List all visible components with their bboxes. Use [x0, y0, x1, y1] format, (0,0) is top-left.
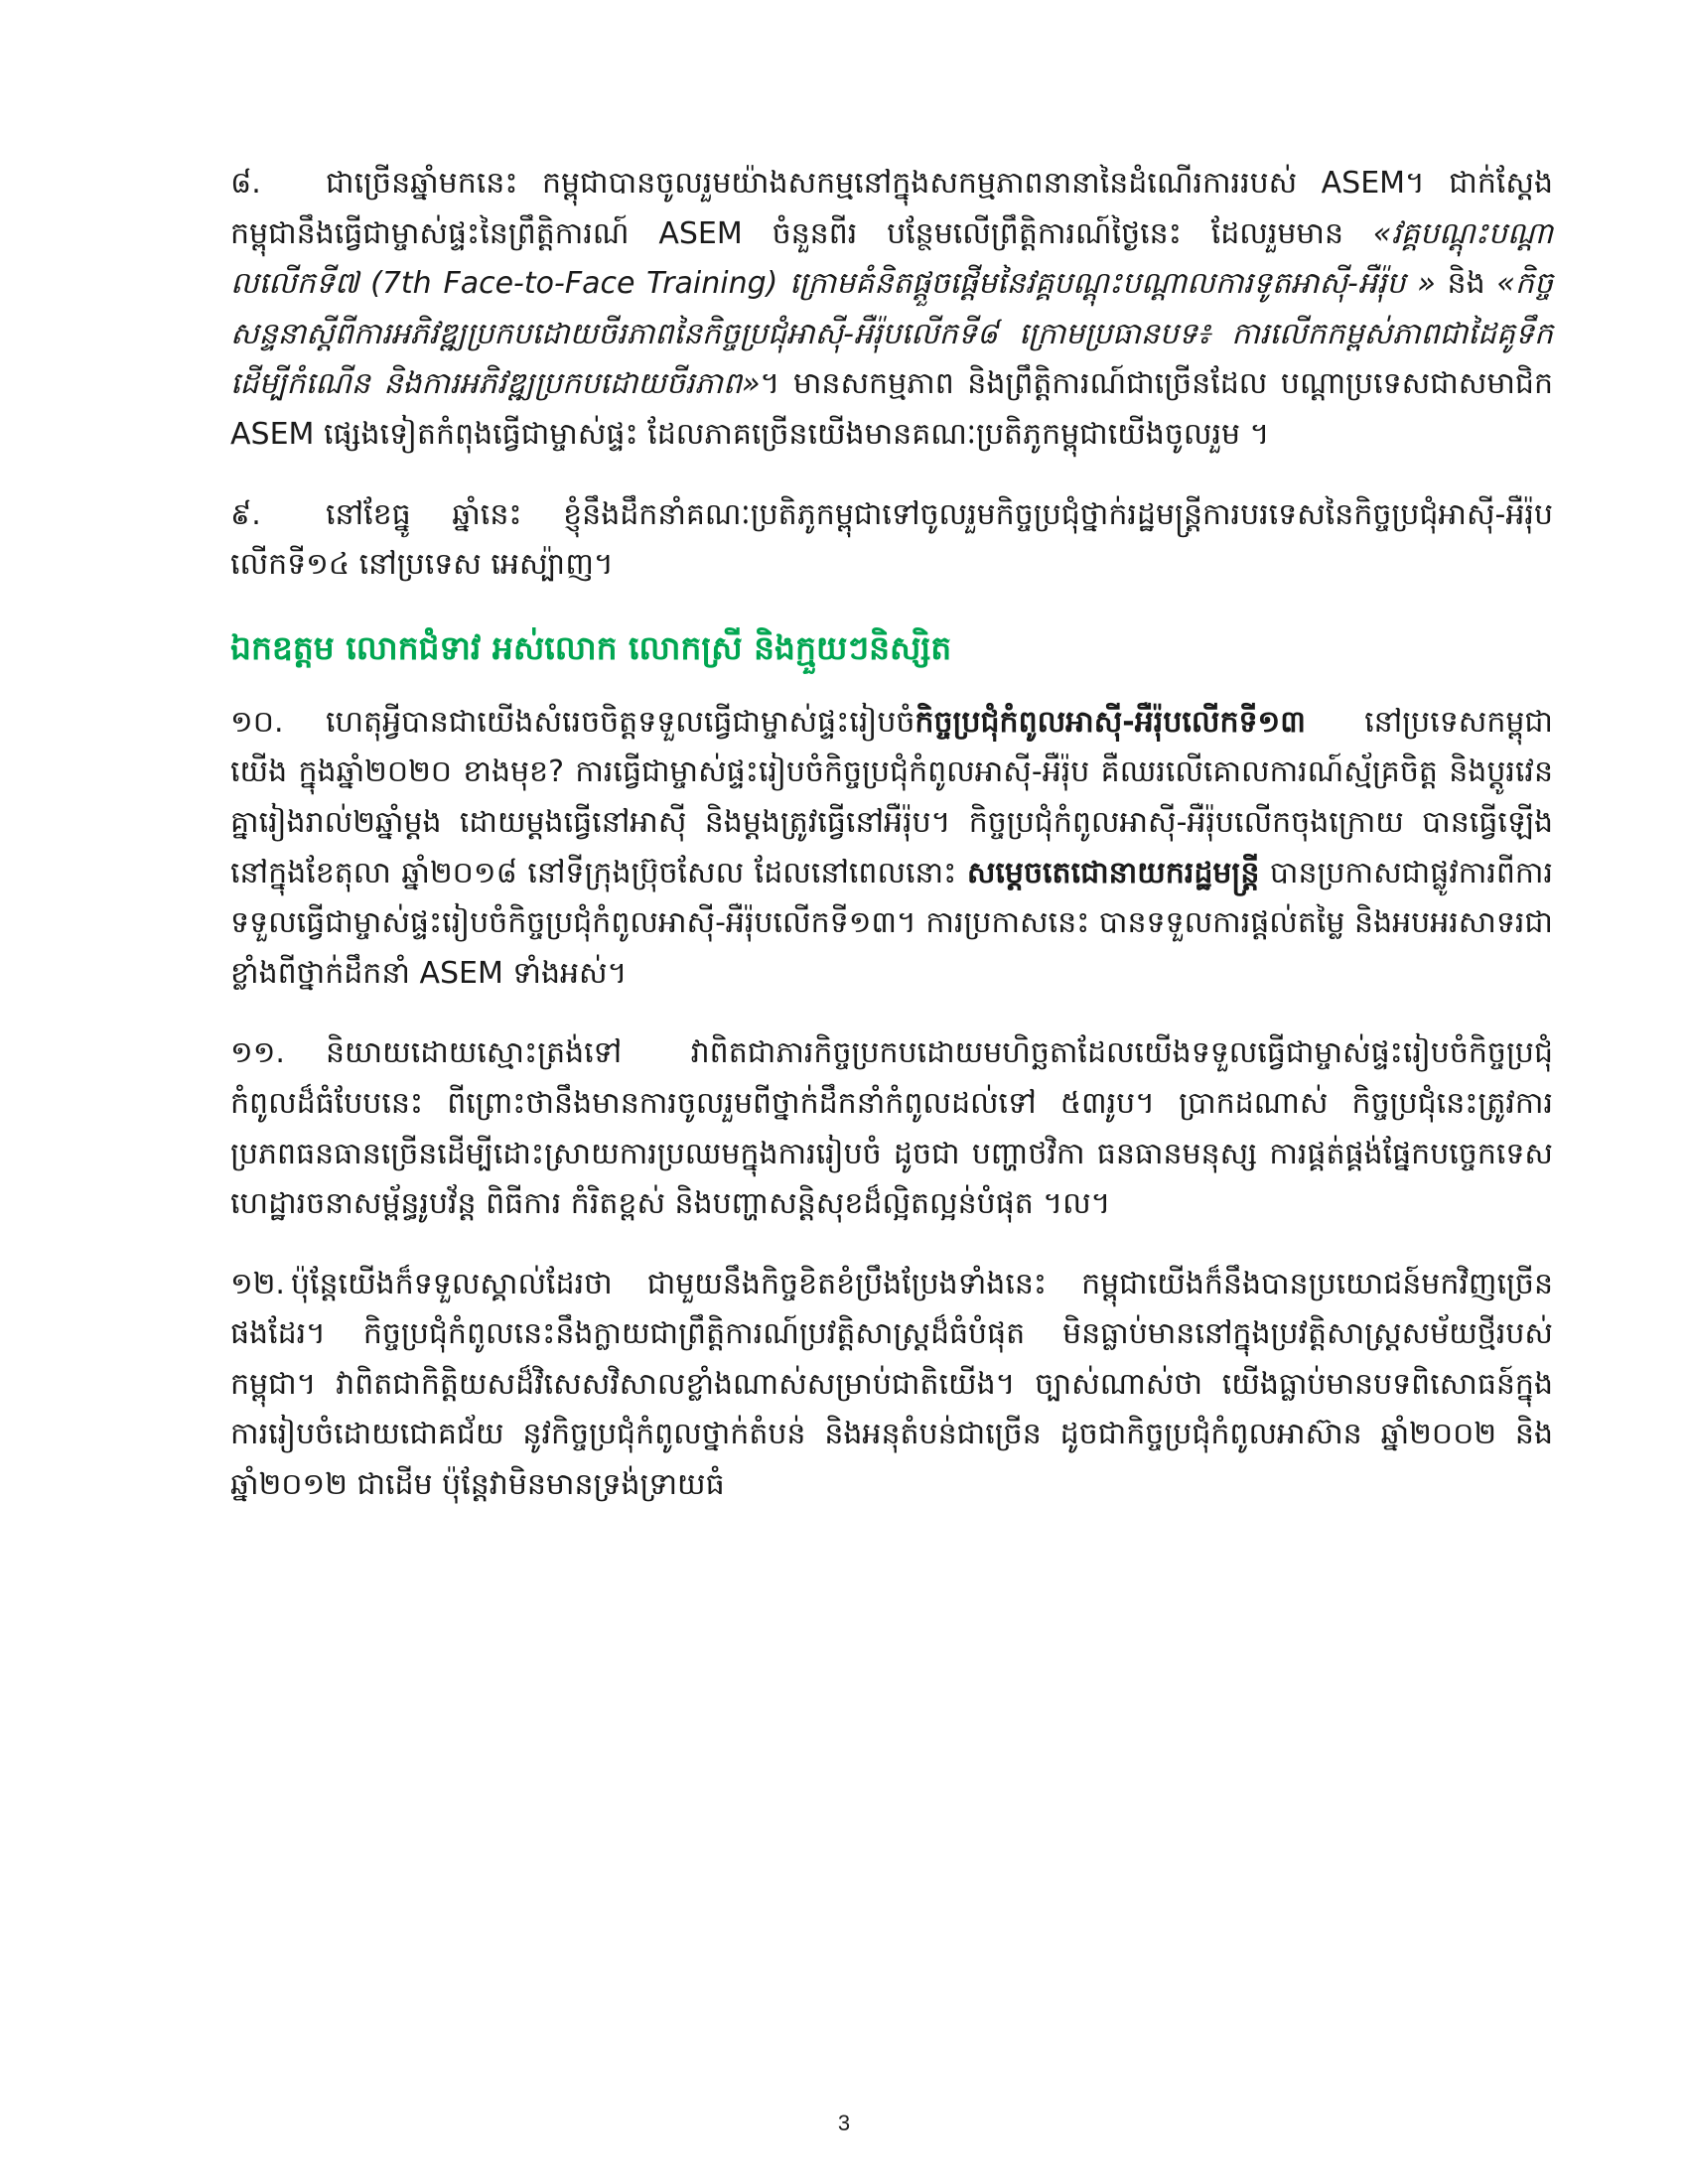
paragraph-8	[230, 159, 1553, 461]
paragraph-text: នៅខែធ្នូ ឆ្នាំនេះ ខ្ញុំនឹងដឹកនាំគណៈប្រតិភូកម្ពុជាទៅចូលរួមកិច្ចប្រជុំថ្នាក់រដ្ឋមន្ត្រីការបរទេសនៃកិច្ចប្រជុំអាស៊ី-អឺរ៉ុបលើកទី១៤ នៅប្រទេស អេស្ប៉ាញ។	[230, 496, 1553, 583]
paragraph-text: ជាច្រើនឆ្នាំមកនេះ កម្ពុជាបានចូលរួមយ៉ាងសកម្មនៅក្នុងសកម្មភាពនានានៃដំណើរការរបស់ ASEM។ ជាក់ស្តែង កម្ពុជានឹងធ្វើជាម្ចាស់ផ្ទះនៃព្រឹត្តិការណ៍ ASEM ចំនួនពីរ បន្ថែមលើព្រឹត្តិការណ៍ថ្ងៃនេះ ដែលរួមមាន	[230, 166, 1553, 251]
bold-prime-minister: សម្តេចតេជោនាយករដ្ឋមន្ត្រី	[966, 855, 1260, 890]
paragraph-number: ១១.	[230, 1035, 285, 1071]
paragraph-11	[230, 1028, 1553, 1229]
paragraph-9	[230, 490, 1553, 591]
page-body	[230, 159, 1553, 1541]
paragraph-text: និង	[1435, 266, 1497, 302]
paragraph-text: បានប្រកាសជាផ្លូវការពីការទទួលធ្វើជាម្ចាស់ផ្ទះរៀបចំកិច្ចប្រជុំកំពូលអាស៊ី-អឺរ៉ុបលើកទី១៣។ ការប្រកាសនេះ បានទទួលការផ្តល់តម្លៃ និងអបអរសាទរជាខ្លាំងពីថ្នាក់ដឹកនាំ ASEM ទាំងអស់។	[230, 855, 1553, 991]
paragraph-number: ៨.	[230, 166, 261, 201]
paragraph-number: ៩.	[230, 496, 261, 532]
paragraph-text: នៅប្រទេសកម្ពុជាយើង ក្នុងឆ្នាំ២០២០ ខាងមុខ? ការធ្វើជាម្ចាស់ផ្ទះរៀបចំកិច្ចប្រជុំកំពូលអាស៊ី-អឺរ៉ុប គឺឈរលើគោលការណ៍ស្ម័គ្រចិត្ត និងប្តូរវេនគ្នារៀងរាល់២ឆ្នាំម្តង ដោយម្តងធ្វើនៅអាស៊ី និងម្តងត្រូវធ្វើនៅអឺរ៉ុប។ កិច្ចប្រជុំកំពូលអាស៊ី-អឺរ៉ុបលើកចុងក្រោយ បានធ្វើឡើងនៅក្នុងខែតុលា ឆ្នាំ២០១៨ នៅទីក្រុងប្រ៊ុចសែល ដែលនៅពេលនោះ	[230, 704, 1553, 890]
paragraph-number: ១០.	[230, 704, 284, 740]
paragraph-text: និយាយដោយស្មោះត្រង់ទៅ វាពិតជាភារកិច្ចប្រកបដោយមហិច្ឆតាដែលយើងទទួលធ្វើជាម្ចាស់ផ្ទះរៀបចំកិច្ចប្រជុំកំពូលដ៏ធំបែបនេះ ពីព្រោះថានឹងមានការចូលរួមពីថ្នាក់ដឹកនាំកំពូលដល់ទៅ ៥៣រូប។ ប្រាកដណាស់ កិច្ចប្រជុំនេះត្រូវការប្រភពធនធានច្រើនដើម្បីដោះស្រាយការប្រឈមក្នុងការរៀបចំ ដូចជា បញ្ហាថវិកា ធនធានមនុស្ស ការផ្គត់ផ្គង់ផ្នែកបច្ចេកទេស ហេដ្ឋារចនាសម្ព័ន្ធរូបវ័ន្ត ពិធីការ កំរិតខ្ពស់ និងបញ្ហាសន្តិសុខដ៏ល្អិតល្អន់បំផុត ។ល។	[230, 1035, 1553, 1222]
paragraph-text: ប៉ុន្តែយើងក៏ទទួលស្គាល់ដែរថា ជាមួយនឹងកិច្ចខិតខំប្រឹងប្រែងទាំងនេះ កម្ពុជាយើងក៏នឹងបានប្រយោជន៍មកវិញច្រើនផងដែរ។ កិច្ចប្រជុំកំពូលនេះនឹងក្លាយជាព្រឹត្តិការណ៍ប្រវត្តិសាស្ត្រដ៏ធំបំផុត មិនធ្លាប់មាននៅក្នុងប្រវត្តិសាស្ត្រសម័យថ្មីរបស់កម្ពុជា។ វាពិតជាកិត្តិយសដ៏វិសេសវិសាលខ្លាំងណាស់សម្រាប់ជាតិយើង។ ច្បាស់ណាស់ថា យើងធ្លាប់មានបទពិសោធន៍ក្នុងការរៀបចំដោយជោគជ័យ នូវកិច្ចប្រជុំកំពូលថ្នាក់តំបន់ និងអនុតំបន់ជាច្រើន ដូចជាកិច្ចប្រជុំកំពូលអាស៊ាន ឆ្នាំ២០០២ និងឆ្នាំ២០១២ ជាដើម ប៉ុន្តែវាមិនមានទ្រង់ទ្រាយធំ	[230, 1266, 1553, 1503]
bold-summit-name: កិច្ចប្រជុំកំពូលអាស៊ី-អឺរ៉ុបលើកទី១៣	[914, 704, 1306, 740]
page-number: 3	[837, 2111, 851, 2135]
paragraph-text: ហេតុអ្វីបានជាយើងសំរេចចិត្តទទួលធ្វើជាម្ចាស់ផ្ទះរៀបចំ	[326, 704, 915, 740]
paragraph-text: ។ មានសកម្មភាព និងព្រឹត្តិការណ៍ជាច្រើនដែល បណ្តាប្រទេសជាសមាជិក ASEM ផ្សេងទៀតកំពុងធ្វើជាម្ចាស់ផ្ទះ ដែលភាគច្រើនយើងមានគណៈប្រតិភូកម្ពុជាយើងចូលរួម ។	[230, 366, 1554, 452]
italic-quote-dialogue: «កិច្ចសន្ទនាស្តីពីការអភិវឌ្ឍប្រកបដោយចីរភាពនៃកិច្ចប្រជុំអាស៊ី-អឺរ៉ុបលើកទី៨ ក្រោមប្រធានបទ៖ ការលើកកម្ពស់ភាពជាដៃគូទឹក ដើម្បីកំណើន និងការអភិវឌ្ឍប្រកបដោយចីរភាព»	[230, 266, 1553, 402]
paragraph-12	[230, 1260, 1553, 1511]
paragraph-10	[230, 698, 1553, 1000]
italic-quote-training: «វគ្គបណ្តុះបណ្តាលលើកទី៧ (7th Face-to-Face Training) ក្រោមគំនិតផ្តួចផ្តើមនៃវគ្គបណ្តុះបណ្តាលការទូតអាស៊ី-អឺរ៉ុប »	[230, 215, 1553, 302]
paragraph-number: ១២.	[230, 1266, 285, 1301]
section-heading: ឯកឧត្តម លោកជំទាវ អស់លោក លោកស្រី និងក្មួយៗនិស្សិត	[230, 627, 952, 667]
